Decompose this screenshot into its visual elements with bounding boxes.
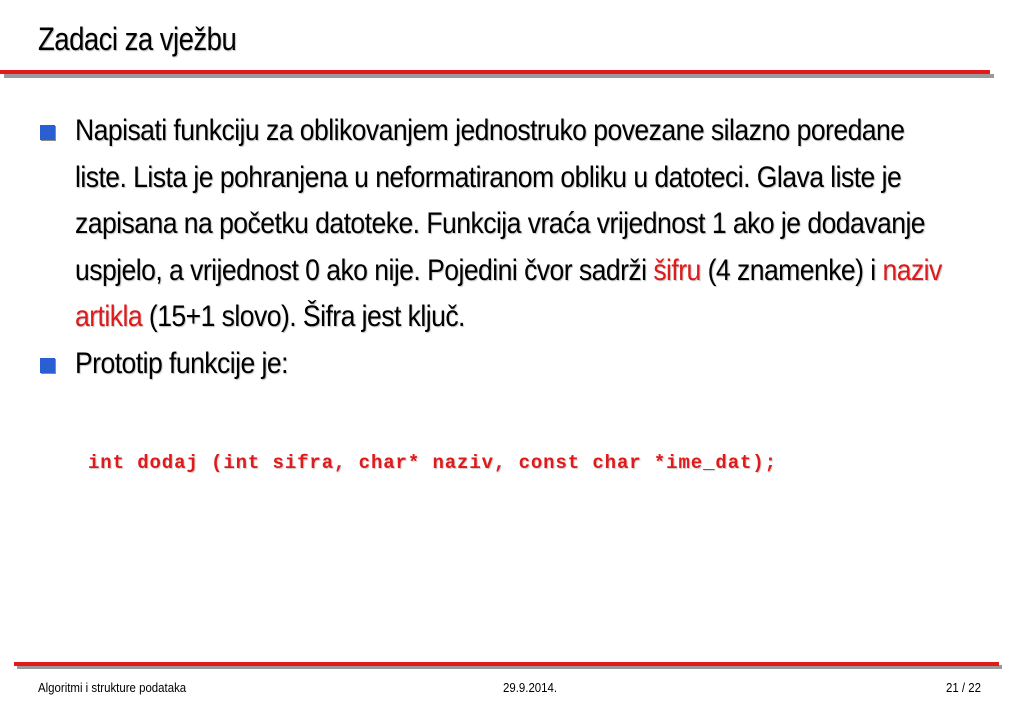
bullet-text — [75, 108, 957, 341]
slide-title: Zadaci za vježbu — [38, 21, 237, 57]
footer-course: Algoritmi i strukture podataka — [38, 680, 187, 695]
bullet-item — [0, 108, 945, 341]
highlight-sifru: šifru — [653, 253, 701, 287]
function-prototype-code: int dodaj (int sifra, char* naziv, const char *ime_dat); — [88, 452, 777, 474]
footer-page-number: 21 / 22 — [946, 680, 981, 695]
title-divider — [0, 70, 990, 74]
bullet-text — [75, 341, 957, 388]
text-segment: Napisati funkciju za oblikovanjem jednostruko povezane silazno poredane liste. Lista je pohranjena u neformatiranom obliku u datoteci. Glava liste je zapisana na početku datoteke. Funkcija vraća vrijednost 1 ako je dodavanje uspjelo, a vrijednost 0 ako nije. Pojedini čvor sadrži — [75, 114, 926, 287]
highlight-naziv-artikla: naziv artikla — [75, 253, 942, 333]
bullet-item — [0, 341, 945, 388]
text-segment: Prototip funkcije je: — [75, 346, 288, 380]
footer-divider — [14, 662, 999, 666]
text-segment: (15+1 slovo). Šifra jest ključ. — [142, 300, 465, 333]
footer-date: 29.9.2014. — [503, 680, 558, 695]
text-segment: (4 znamenke) i — [700, 253, 883, 287]
slide-content — [0, 108, 1023, 387]
square-bullet-icon — [40, 125, 55, 140]
square-bullet-icon — [40, 358, 55, 373]
